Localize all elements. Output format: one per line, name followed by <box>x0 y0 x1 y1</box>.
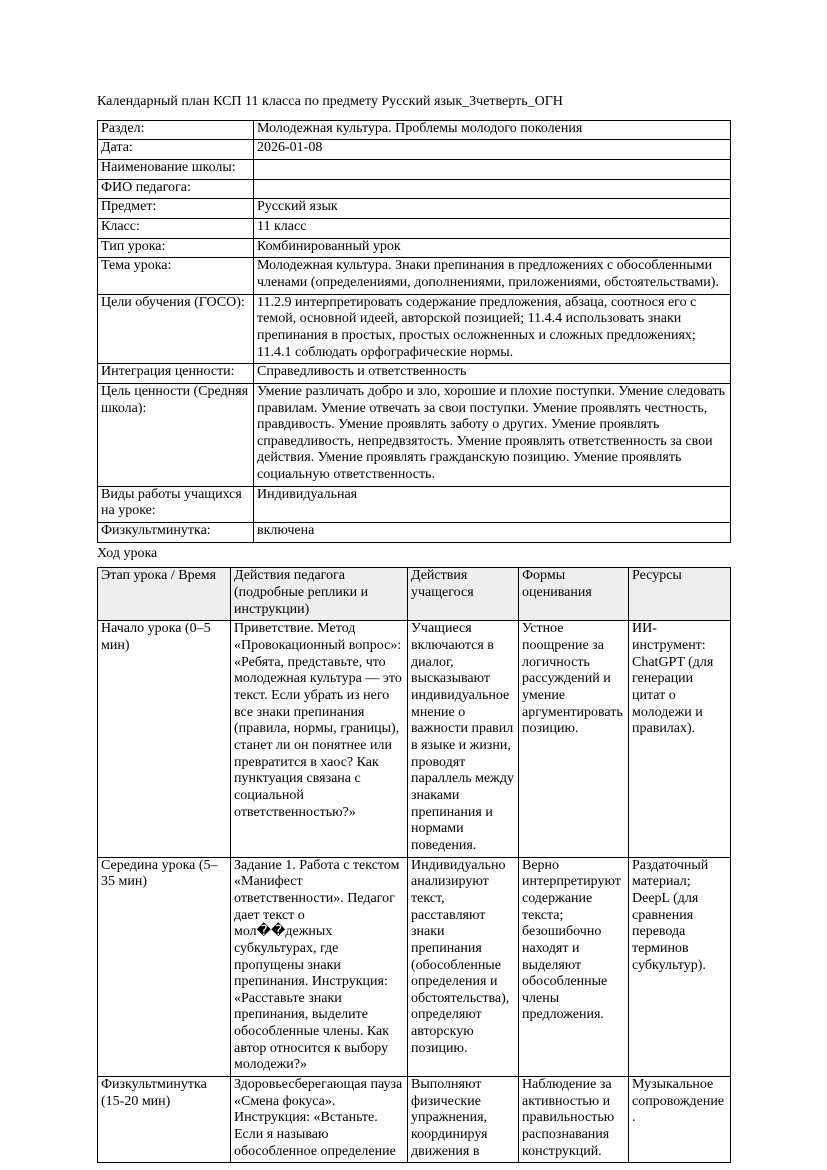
info-label: Виды работы учащихся на уроке: <box>98 486 254 522</box>
info-value: Умение различать добро и зло, хорошие и плохие поступки. Умение следовать правилам. Умение отвечать за свои поступки. Умение проявлять честность, правдивость. Умение проявлять заботу о других. Умение проявлять справедливость, непредвзятость. Умение проявлять ответственность за свои действия. Умение проявлять гражданскую позицию. Умение проявлять социальную ответственность. <box>254 383 731 486</box>
table-row <box>98 621 731 857</box>
table-row <box>98 258 731 294</box>
lesson-cell-teacher-actions: Задание 1. Работа с текстом «Манифест ответственности». Педагог дает текст о мол��дежных субкультурах, где пропущены знаки препинания. Инструкция: «Расставьте знаки препинания, выделите обособленные члены. Как автор относится к выбору молодежи?» <box>231 857 408 1077</box>
lesson-header-row <box>98 568 731 621</box>
info-value: Молодежная культура. Знаки препинания в предложениях с обособленными членами (определениями, дополнениями, приложениями, обстоятельствами). <box>254 258 731 294</box>
lesson-flow-heading: Ход урока <box>97 545 158 561</box>
lesson-cell-teacher-actions: Приветствие. Метод «Провокационный вопрос»: «Ребята, представьте, что молодежная культура — это текст. Если убрать из него все знаки препинания (правила, нормы, границы), станет ли он понятнее или превратится в хаос? Как пунктуация связана с социальной ответственностью?» <box>231 621 408 857</box>
table-row <box>98 218 731 238</box>
info-value: Справедливость и ответственность <box>254 364 731 384</box>
lesson-table <box>97 567 731 1163</box>
lesson-cell-teacher-actions: Здоровьесберегающая пауза «Смена фокуса». Инструкция: «Встаньте. Если я называю обособленное определение <box>231 1077 408 1163</box>
info-label: Тема урока: <box>98 258 254 294</box>
table-row <box>98 364 731 384</box>
lesson-cell-stage: Физкультминутка (15-20 мин) <box>98 1077 231 1163</box>
lesson-cell-student-actions: Индивидуально анализируют текст, расставляют знаки препинания (обособленные определения и обстоятельства), определяют авторскую позицию. <box>408 857 519 1077</box>
table-row <box>98 179 731 199</box>
lesson-header-student-actions: Действия учащегося <box>408 568 519 621</box>
lesson-header-stage: Этап урока / Время <box>98 568 231 621</box>
info-value: 11.2.9 интерпретировать содержание предложения, абзаца, соотнося его с темой, основной идеей, авторской позицией; 11.4.4 использовать знаки препинания в простых, простых осложненных и сложных предложениях; 11.4.1 соблюдать орфографические нормы. <box>254 294 731 364</box>
info-label: Класс: <box>98 218 254 238</box>
info-value: 2026-01-08 <box>254 140 731 160</box>
lesson-header-teacher-actions: Действия педагога (подробные реплики и инструкции) <box>231 568 408 621</box>
info-label: Дата: <box>98 140 254 160</box>
lesson-cell-assessment: Верно интерпретируют содержание текста; безошибочно находят и выделяют обособленные члены предложения. <box>519 857 629 1077</box>
lesson-cell-stage: Начало урока (0–5 мин) <box>98 621 231 857</box>
table-row <box>98 120 731 140</box>
info-value: Комбинированный урок <box>254 238 731 258</box>
page-title: Календарный план КСП 11 класса по предмету Русский язык_3четверть_ОГН <box>97 94 563 109</box>
lesson-cell-resources: Музыкальное сопровождение. <box>629 1077 731 1163</box>
table-row <box>98 1077 731 1163</box>
info-value: Русский язык <box>254 199 731 219</box>
info-label: ФИО педагога: <box>98 179 254 199</box>
info-label: Интеграция ценности: <box>98 364 254 384</box>
info-label: Физкультминутка: <box>98 523 254 543</box>
info-label: Раздел: <box>98 120 254 140</box>
table-row <box>98 294 731 364</box>
lesson-header-assessment: Формы оценивания <box>519 568 629 621</box>
table-row <box>98 383 731 486</box>
info-value: 11 класс <box>254 218 731 238</box>
lesson-cell-resources: Раздаточный материал; DeepL (для сравнения перевода терминов субкультур). <box>629 857 731 1077</box>
table-row <box>98 199 731 219</box>
info-label: Предмет: <box>98 199 254 219</box>
lesson-cell-student-actions: Выполняют физические упражнения, координируя движения в <box>408 1077 519 1163</box>
table-row <box>98 140 731 160</box>
info-value: включена <box>254 523 731 543</box>
info-value: Индивидуальная <box>254 486 731 522</box>
info-value: Молодежная культура. Проблемы молодого поколения <box>254 120 731 140</box>
info-value <box>254 159 731 179</box>
lesson-cell-stage: Середина урока (5–35 мин) <box>98 857 231 1077</box>
info-label: Цель ценности (Средняя школа): <box>98 383 254 486</box>
table-row <box>98 857 731 1077</box>
table-row <box>98 159 731 179</box>
lesson-cell-student-actions: Учащиеся включаются в диалог, высказывают индивидуальное мнение о важности правил в языке и жизни, проводят параллель между знаками препинания и нормами поведения. <box>408 621 519 857</box>
info-value <box>254 179 731 199</box>
info-label: Тип урока: <box>98 238 254 258</box>
info-label: Цели обучения (ГОСО): <box>98 294 254 364</box>
lesson-cell-resources: ИИ-инструмент: ChatGPT (для генерации цитат о молодежи и правилах). <box>629 621 731 857</box>
table-row <box>98 486 731 522</box>
info-table <box>97 120 731 543</box>
table-row <box>98 523 731 543</box>
info-label: Наименование школы: <box>98 159 254 179</box>
table-row <box>98 238 731 258</box>
lesson-header-resources: Ресурсы <box>629 568 731 621</box>
lesson-cell-assessment: Наблюдение за активностью и правильностью распознавания конструкций. <box>519 1077 629 1163</box>
lesson-cell-assessment: Устное поощрение за логичность рассуждений и умение аргументировать позицию. <box>519 621 629 857</box>
